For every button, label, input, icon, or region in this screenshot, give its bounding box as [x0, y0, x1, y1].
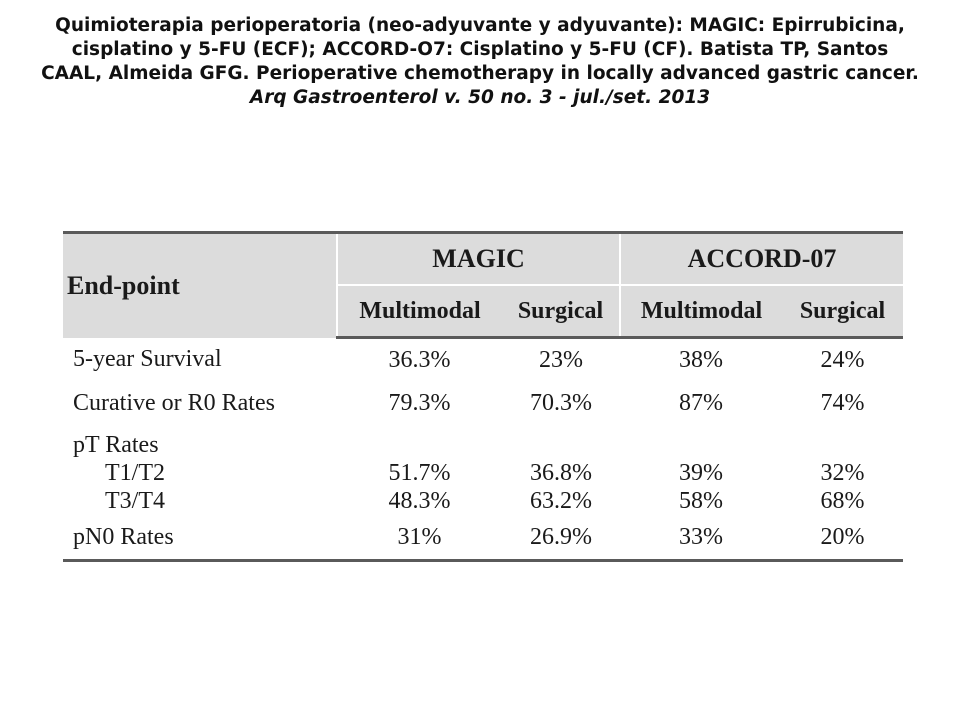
group-header-accord: ACCORD-07: [620, 233, 903, 286]
cell-value: 70.3%: [530, 390, 592, 416]
subheader-magic-multimodal: Multimodal: [337, 285, 502, 338]
row-label: T3/T4: [105, 488, 165, 514]
row-label: pN0 Rates: [63, 515, 337, 561]
endpoint-header: End-point: [63, 233, 337, 338]
row-label: pT Rates: [73, 432, 159, 458]
cell-value: [337, 425, 502, 459]
table-row: [63, 487, 903, 515]
cell-value: [502, 425, 620, 459]
cell-value: [620, 425, 782, 459]
cell-value: 33%: [620, 515, 782, 561]
table-row: [63, 338, 903, 383]
subheader-accord-multimodal: Multimodal: [620, 285, 782, 338]
cell-value: 87%: [679, 390, 723, 416]
table-row: [63, 515, 903, 561]
subheader-magic-surgical: Surgical: [502, 285, 620, 338]
cell-value: 24%: [820, 347, 865, 373]
cell-value: 26.9%: [502, 515, 620, 561]
cell-value: 63.2%: [530, 488, 592, 514]
title-journal: Arq Gastroenterol v. 50 no. 3 - jul./set. 2013: [249, 87, 711, 108]
cell-value: [782, 425, 903, 459]
cell-value: 68%: [820, 488, 865, 514]
table-row-section: [63, 425, 903, 459]
table-row: [63, 459, 903, 487]
cell-value: 38%: [679, 347, 723, 373]
slide-title: [40, 14, 920, 110]
cell-value: 48.3%: [388, 488, 451, 514]
cell-value: 39%: [679, 460, 723, 486]
cell-value: 32%: [820, 460, 865, 486]
cell-value: 74%: [820, 390, 865, 416]
row-label: T1/T2: [105, 460, 165, 486]
cell-value: 20%: [782, 515, 903, 561]
cell-value: 36.3%: [388, 347, 451, 373]
row-label: 5-year Survival: [73, 346, 222, 373]
cell-value: 36.8%: [530, 460, 592, 486]
results-table: [63, 231, 903, 562]
table-row: [63, 382, 903, 425]
cell-value: 31%: [337, 515, 502, 561]
cell-value: 79.3%: [388, 390, 451, 416]
cell-value: 51.7%: [388, 460, 451, 486]
title-text: Quimioterapia perioperatoria (neo-adyuvante y adyuvante): MAGIC: Epirrubicina, cisplatino y 5-FU (ECF); ACCORD-O7: Cisplatino y 5-FU (CF). Batista TP, Santos CAAL, Almeida GFG. Perioperative chemotherapy in locally advanced gastric cancer.: [41, 15, 919, 84]
results-table-container: [63, 231, 903, 562]
cell-value: 23%: [539, 347, 583, 373]
group-header-magic: MAGIC: [337, 233, 620, 286]
cell-value: 58%: [679, 488, 723, 514]
row-label: Curative or R0 Rates: [73, 390, 275, 416]
subheader-accord-surgical: Surgical: [782, 285, 903, 338]
